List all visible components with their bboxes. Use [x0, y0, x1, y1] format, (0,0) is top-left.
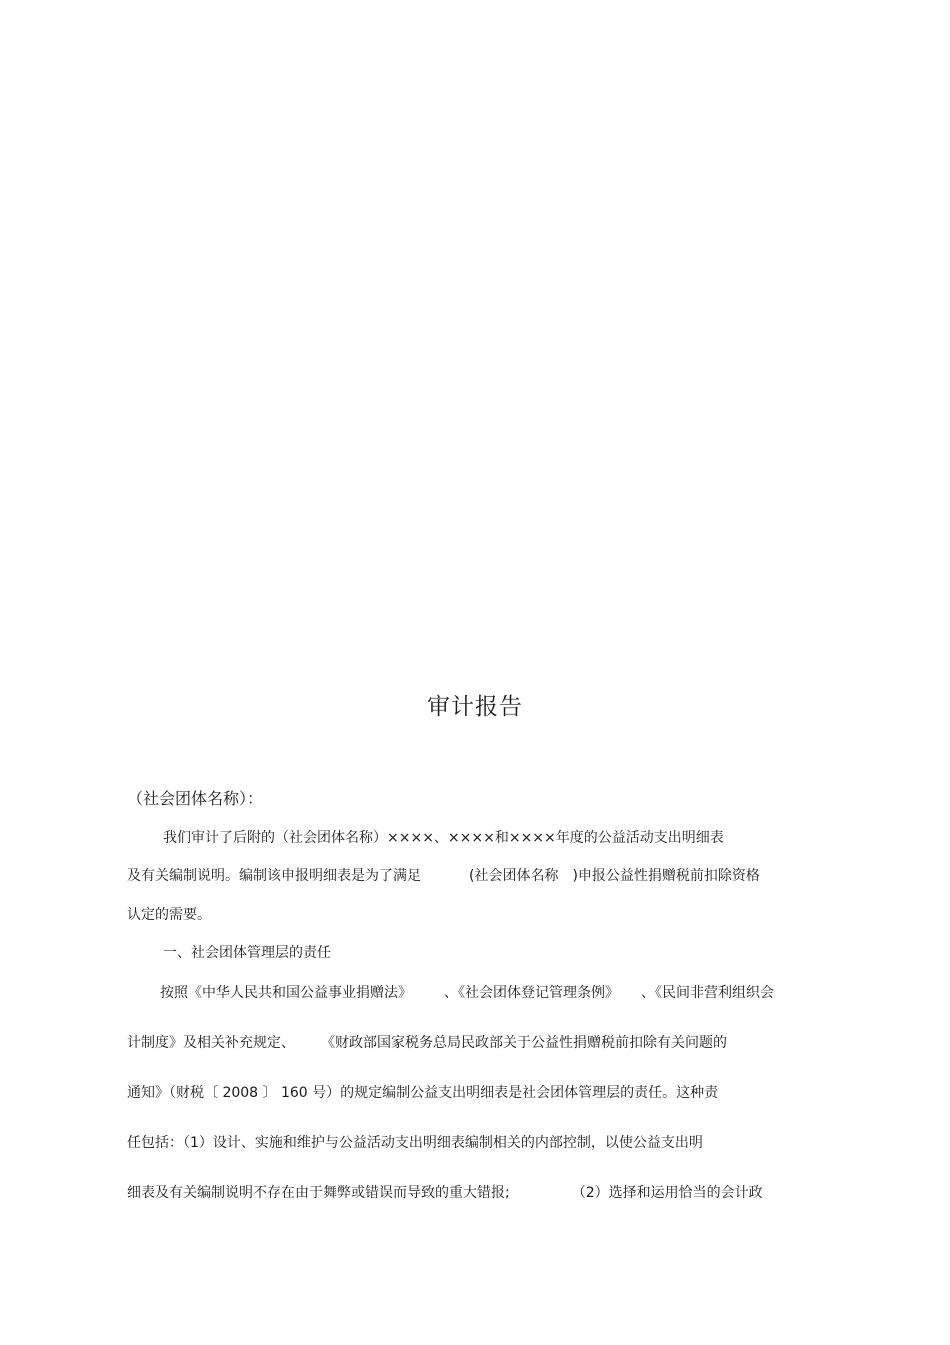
- intro-line-2-part-1: 及有关编制说明。编制该申报明细表是为了满足: [127, 868, 421, 884]
- intro-line-2-part-2: (社会团体名称: [469, 868, 559, 884]
- body-line-5: [127, 1182, 763, 1202]
- salutation: （社会团体名称）：: [127, 789, 264, 808]
- body-line-5-part-2: （2）选择和运用恰当的会计政: [571, 1185, 763, 1201]
- body-line-4: 任包括：（1）设计、实施和维护与公益活动支出明细表编制相关的内部控制，以使公益支出明: [127, 1135, 703, 1151]
- body-line-1: [160, 982, 774, 1002]
- body-line-1-part-3: 、《民间非营利组织会: [641, 985, 774, 1001]
- document-title: 审计报告: [427, 694, 523, 720]
- body-line-3: 通知》（财税〔 2008 〕 160 号）的规定编制公益支出明细表是社会团体管理层的责任。这种责: [127, 1085, 719, 1101]
- intro-line-2: [127, 865, 760, 885]
- intro-line-1: 我们审计了后附的（社会团体名称）××××、××××和××××年度的公益活动支出明细表: [163, 830, 724, 846]
- section-heading: 一、社会团体管理层的责任: [163, 945, 331, 961]
- body-line-5-part-1: 细表及有关编制说明不存在由于舞弊或错误而导致的重大错报;: [127, 1185, 510, 1201]
- body-line-1-part-2: 、《社会团体登记管理条例》: [444, 985, 619, 1001]
- body-line-2: [127, 1032, 727, 1052]
- body-line-2-part-1: 计制度》及相关补充规定、: [127, 1035, 295, 1051]
- intro-line-3: 认定的需要。: [127, 907, 211, 923]
- body-line-1-part-1: 按照《中华人民共和国公益事业捐赠法》: [160, 985, 412, 1001]
- body-line-2-part-2: 《财政部国家税务总局民政部关于公益性捐赠税前扣除有关问题的: [321, 1035, 727, 1051]
- intro-line-2-part-3: )申报公益性捐赠税前扣除资格: [572, 868, 760, 884]
